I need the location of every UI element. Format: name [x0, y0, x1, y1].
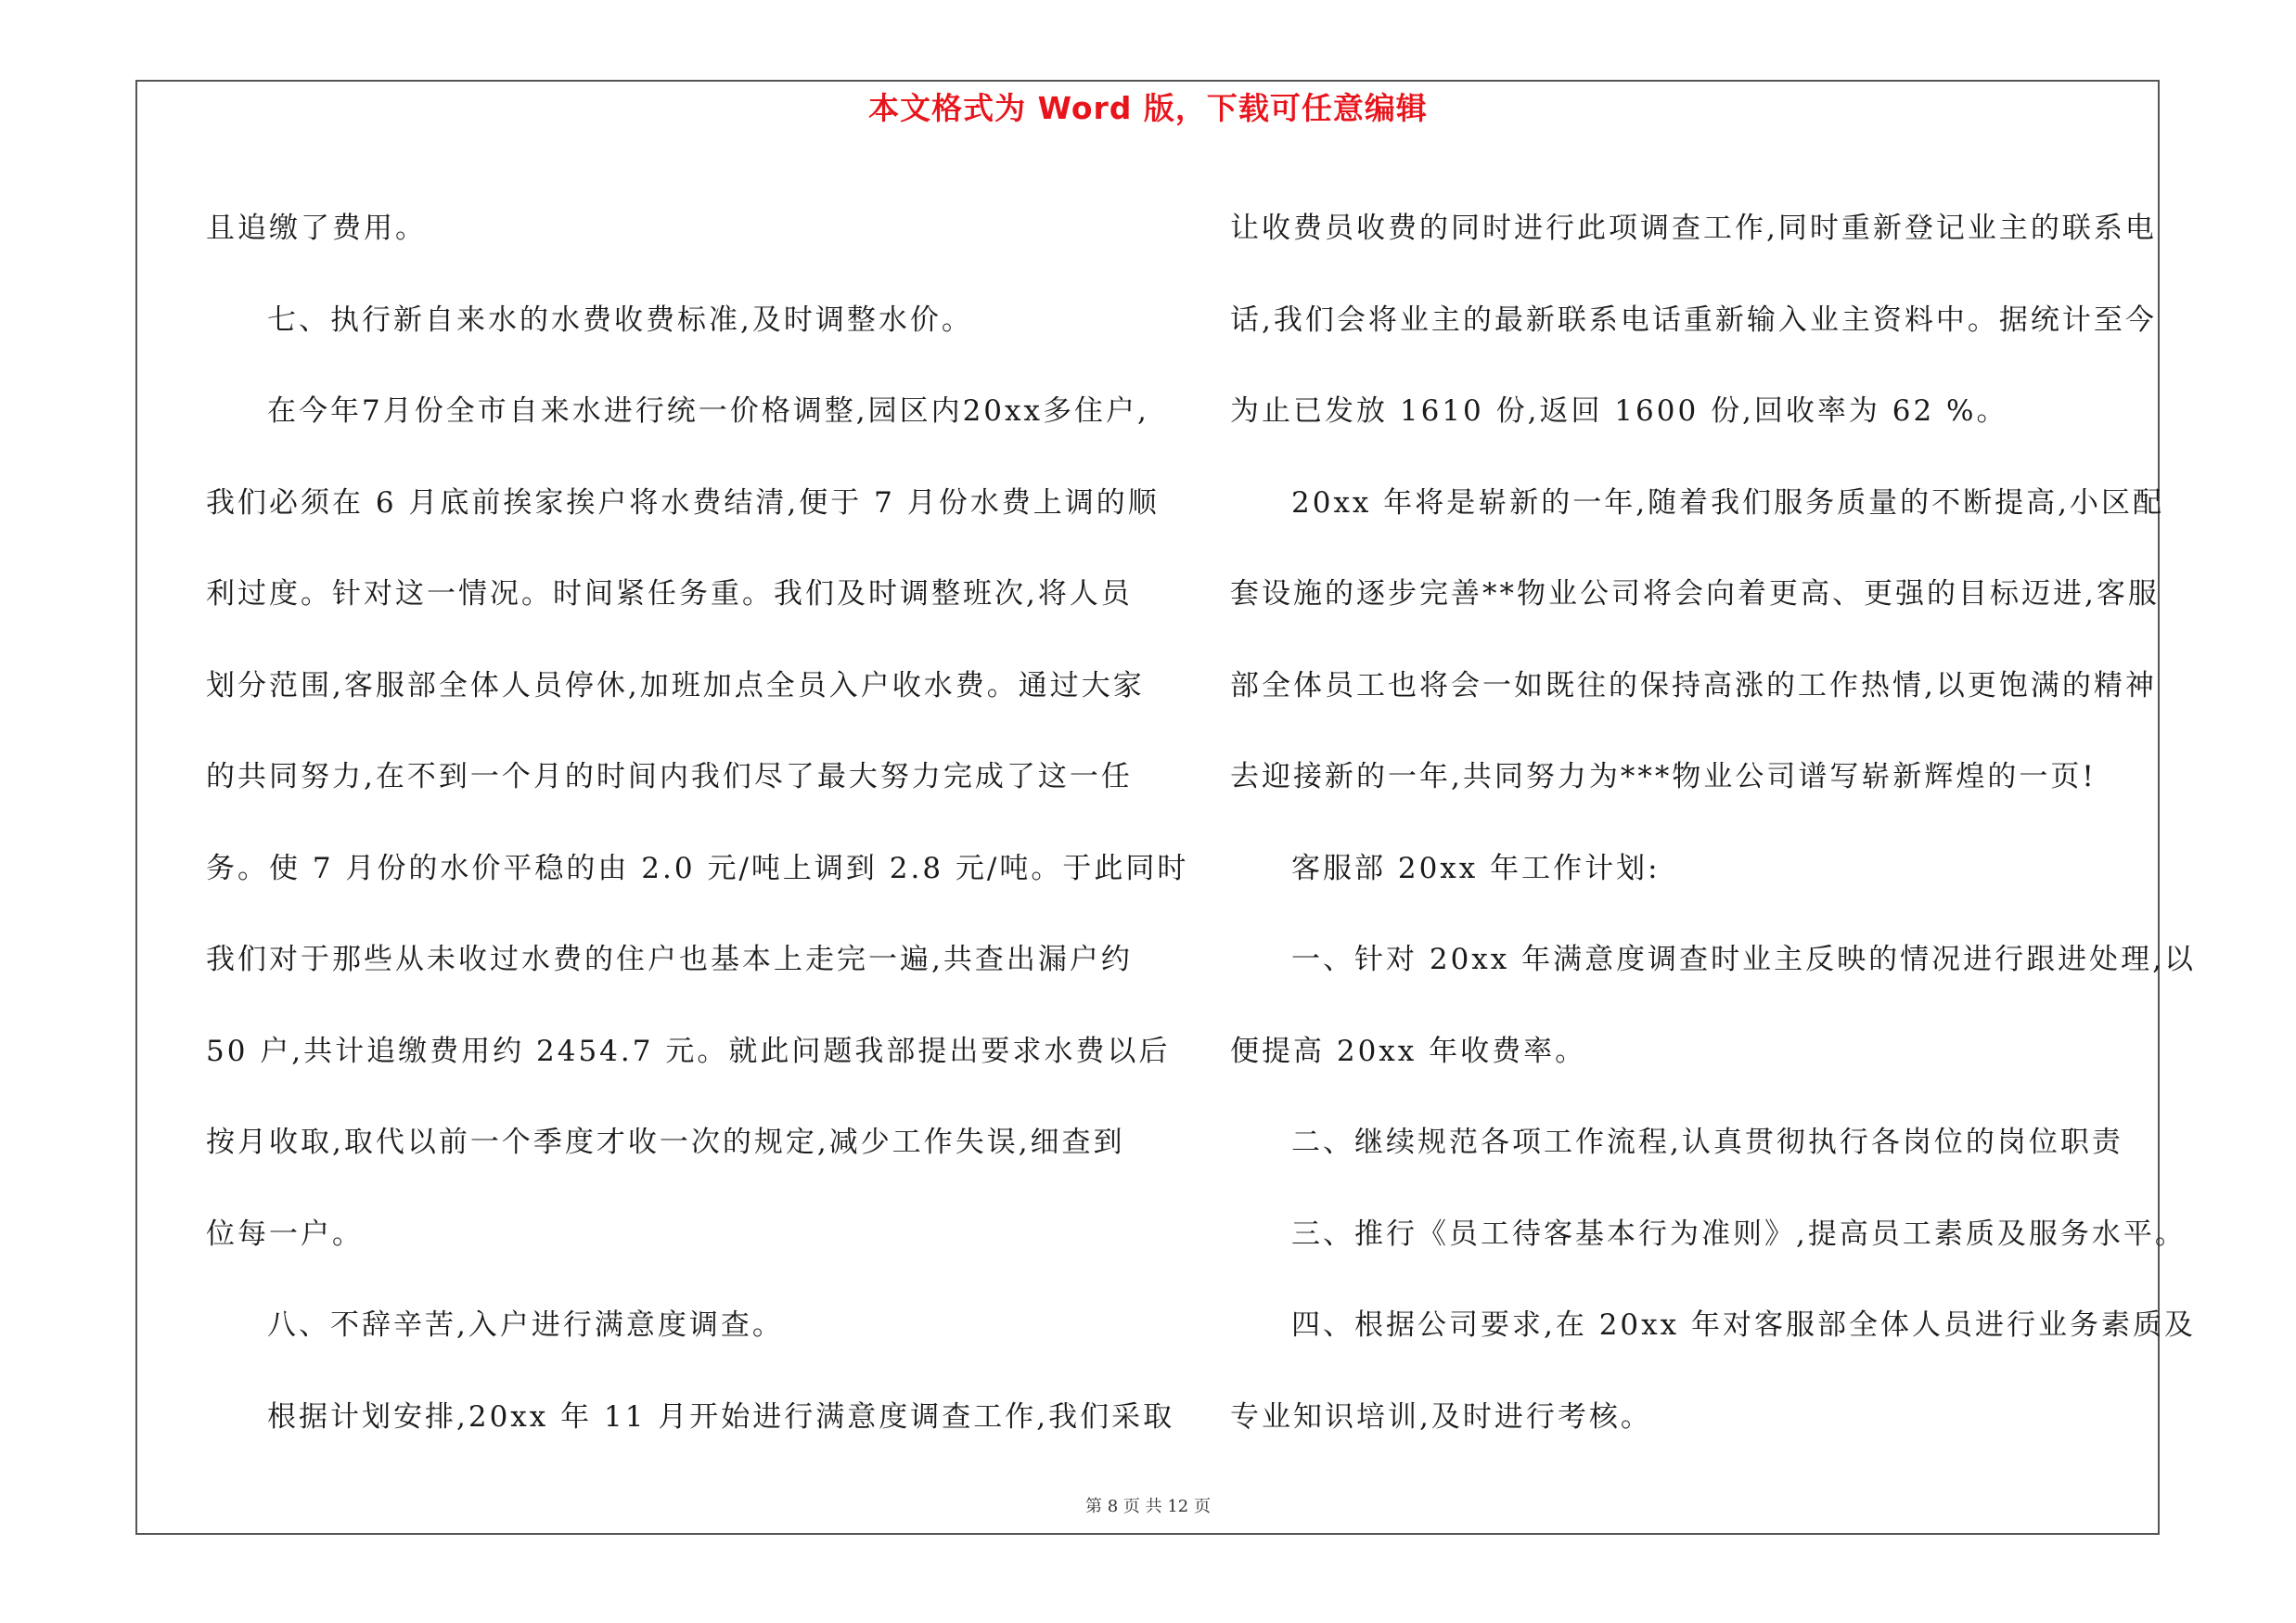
text-line: 且追缴了费用。 [206, 212, 427, 245]
text-line: 客服部 20xx 年工作计划: [1291, 851, 1661, 885]
text-line: 划分范围,客服部全体人员停休,加班加点全员入户收水费。通过大家 [206, 668, 1145, 702]
text-line: 专业知识培训,及时进行考核。 [1230, 1399, 1652, 1434]
text-line: 50 户,共计追缴费用约 2454.7 元。就此问题我部提出要求水费以后 [206, 1034, 1171, 1068]
text-line: 根据计划安排,20xx 年 11 月开始进行满意度调查工作,我们采取 [267, 1399, 1175, 1434]
text-line: 套设施的逐步完善**物业公司将会向着更高、更强的目标迈进,客服 [1230, 577, 2160, 611]
text-line: 二、继续规范各项工作流程,认真贯彻执行各岗位的岗位职责 [1291, 1126, 2123, 1159]
text-line: 20xx 年将是崭新的一年,随着我们服务质量的不断提高,小区配 [1291, 485, 2164, 520]
text-line: 我们对于那些从未收过水费的住户也基本上走完一遍,共查出漏户约 [206, 943, 1133, 976]
text-line: 我们必须在 6 月底前挨家挨户将水费结清,便于 7 月份水费上调的顺 [206, 485, 1160, 520]
text-line: 位每一户。 [206, 1217, 364, 1251]
document-banner: 本文格式为 Word 版，下载可任意编辑 [868, 90, 1428, 126]
text-line: 部全体员工也将会一如既往的保持高涨的工作热情,以更饱满的精神 [1230, 668, 2157, 702]
text-line: 为止已发放 1610 份,返回 1600 份,回收率为 62 %。 [1230, 394, 2008, 428]
text-line: 话,我们会将业主的最新联系电话重新输入业主资料中。据统计至今 [1230, 303, 2157, 337]
text-line: 的共同努力,在不到一个月的时间内我们尽了最大努力完成了这一任 [206, 760, 1133, 793]
text-line: 在今年7月份全市自来水进行统一价格调整,园区内20xx多住户, [267, 394, 1149, 428]
text-line: 一、针对 20xx 年满意度调查时业主反映的情况进行跟进处理,以 [1291, 943, 2196, 976]
left-column [206, 183, 1189, 1462]
text-line: 利过度。针对这一情况。时间紧任务重。我们及时调整班次,将人员 [206, 577, 1133, 611]
text-line: 七、执行新自来水的水费收费标准,及时调整水价。 [267, 303, 973, 337]
text-line: 去迎接新的一年,共同努力为***物业公司谱写崭新辉煌的一页! [1230, 760, 2097, 793]
text-line: 按月收取,取代以前一个季度才收一次的规定,减少工作失误,细查到 [206, 1126, 1125, 1159]
text-line: 四、根据公司要求,在 20xx 年对客服部全体人员进行业务素质及 [1291, 1308, 2196, 1342]
text-line: 便提高 20xx 年收费率。 [1230, 1034, 1587, 1068]
text-line: 务。使 7 月份的水价平稳的由 2.0 元/吨上调到 2.8 元/吨。于此同时 [206, 851, 1189, 885]
text-line: 八、不辞辛苦,入户进行满意度调查。 [267, 1308, 784, 1342]
text-line: 三、推行《员工待客基本行为准则》,提高员工素质及服务水平。 [1291, 1217, 2187, 1251]
page-number: 第 8 页 共 12 页 [1085, 1497, 1211, 1516]
text-line: 让收费员收费的同时进行此项调查工作,同时重新登记业主的联系电 [1230, 212, 2157, 245]
right-column [1230, 183, 2196, 1462]
